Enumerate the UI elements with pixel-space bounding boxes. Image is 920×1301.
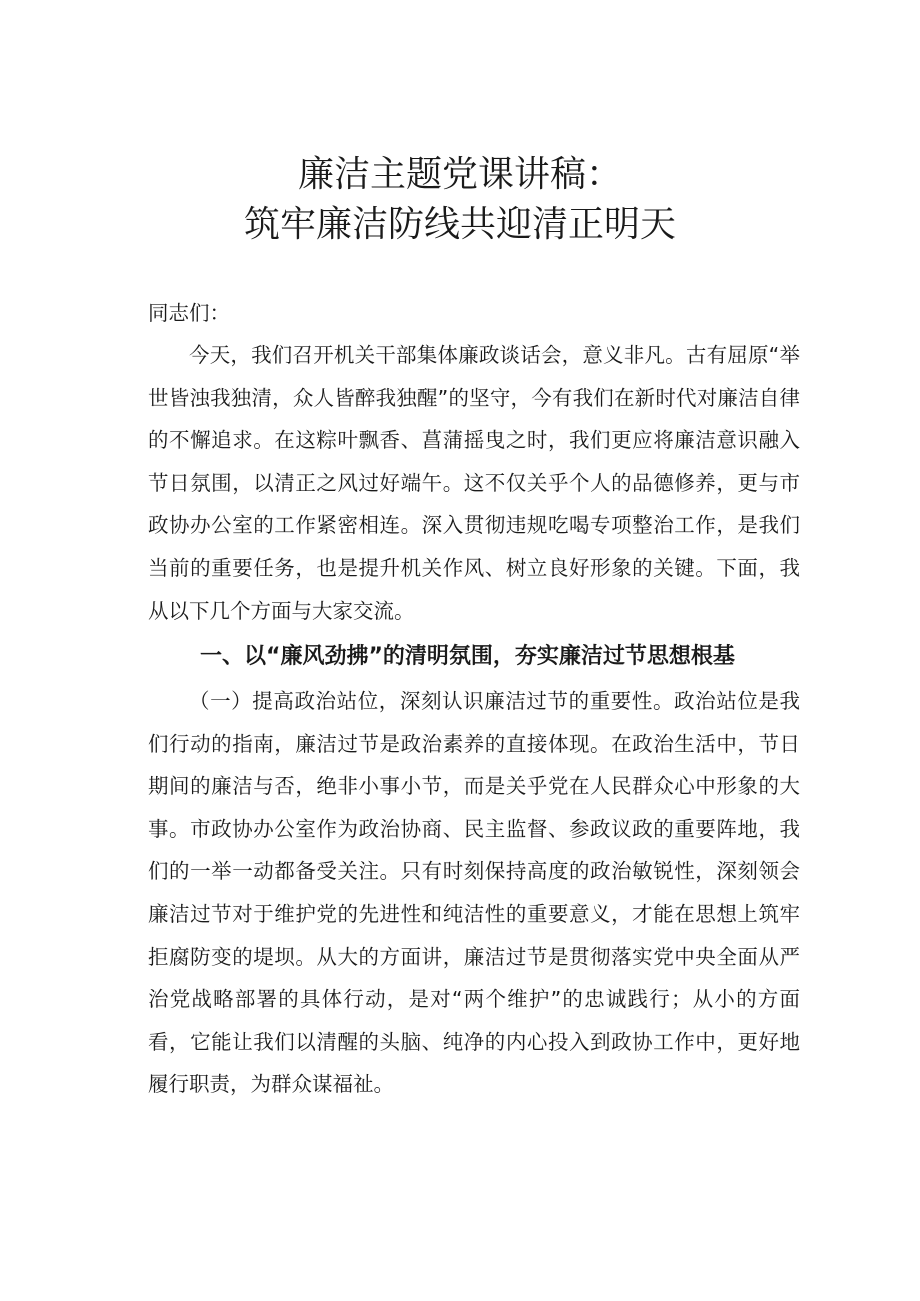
- greeting: 同志们：: [148, 301, 230, 325]
- paragraph-section-1-1: （一）提高政治站位，深刻认识廉洁过节的重要性。政治站位是我们行动的指南，廉洁过节是政治素养的直接体现。在政治生活中，节日期间的廉洁与否，绝非小事小节，而是关乎党在人民群众心中形象的大事。市政协办公室作为政治协商、民主监督、参政议政的重要阵地，我们的一举一动都备受关注。只有时刻保持高度的政治敏锐性，深刻领会廉洁过节对于维护党的先进性和纯洁性的重要意义，才能在思想上筑牢拒腐防变的堤坝。从大的方面讲，廉洁过节是贯彻落实党中央全面从严治党战略部署的具体行动，是对“两个维护”的忠诚践行；从小的方面看，它能让我们以清醒的头脑、纯净的内心投入到政协工作中，更好地履行职责，为群众谋福祉。: [148, 689, 800, 1097]
- paragraph-intro: 今天，我们召开机关干部集体廉政谈话会，意义非凡。古有屈原“举世皆浊我独清，众人皆醉我独醒”的坚守，今有我们在新时代对廉洁自律的不懈追求。在这粽叶飘香、菖蒲摇曳之时，我们更应将廉洁意识融入节日氛围，以清正之风过好端午。这不仅关乎个人的品德修养，更与市政协办公室的工作紧密相连。深入贯彻违规吃喝专项整治工作，是我们当前的重要任务，也是提升机关作风、树立良好形象的关键。下面，我从以下几个方面与大家交流。: [148, 343, 800, 623]
- document-title: [0, 150, 920, 250]
- section-heading-1: 一、以“廉风劲拂”的清明氛围，夯实廉洁过节思想根基: [200, 644, 735, 669]
- title-line-2: 筑牢廉洁防线共迎清正明天: [243, 204, 676, 245]
- title-line-1: 廉洁主题党课讲稿：: [297, 154, 622, 195]
